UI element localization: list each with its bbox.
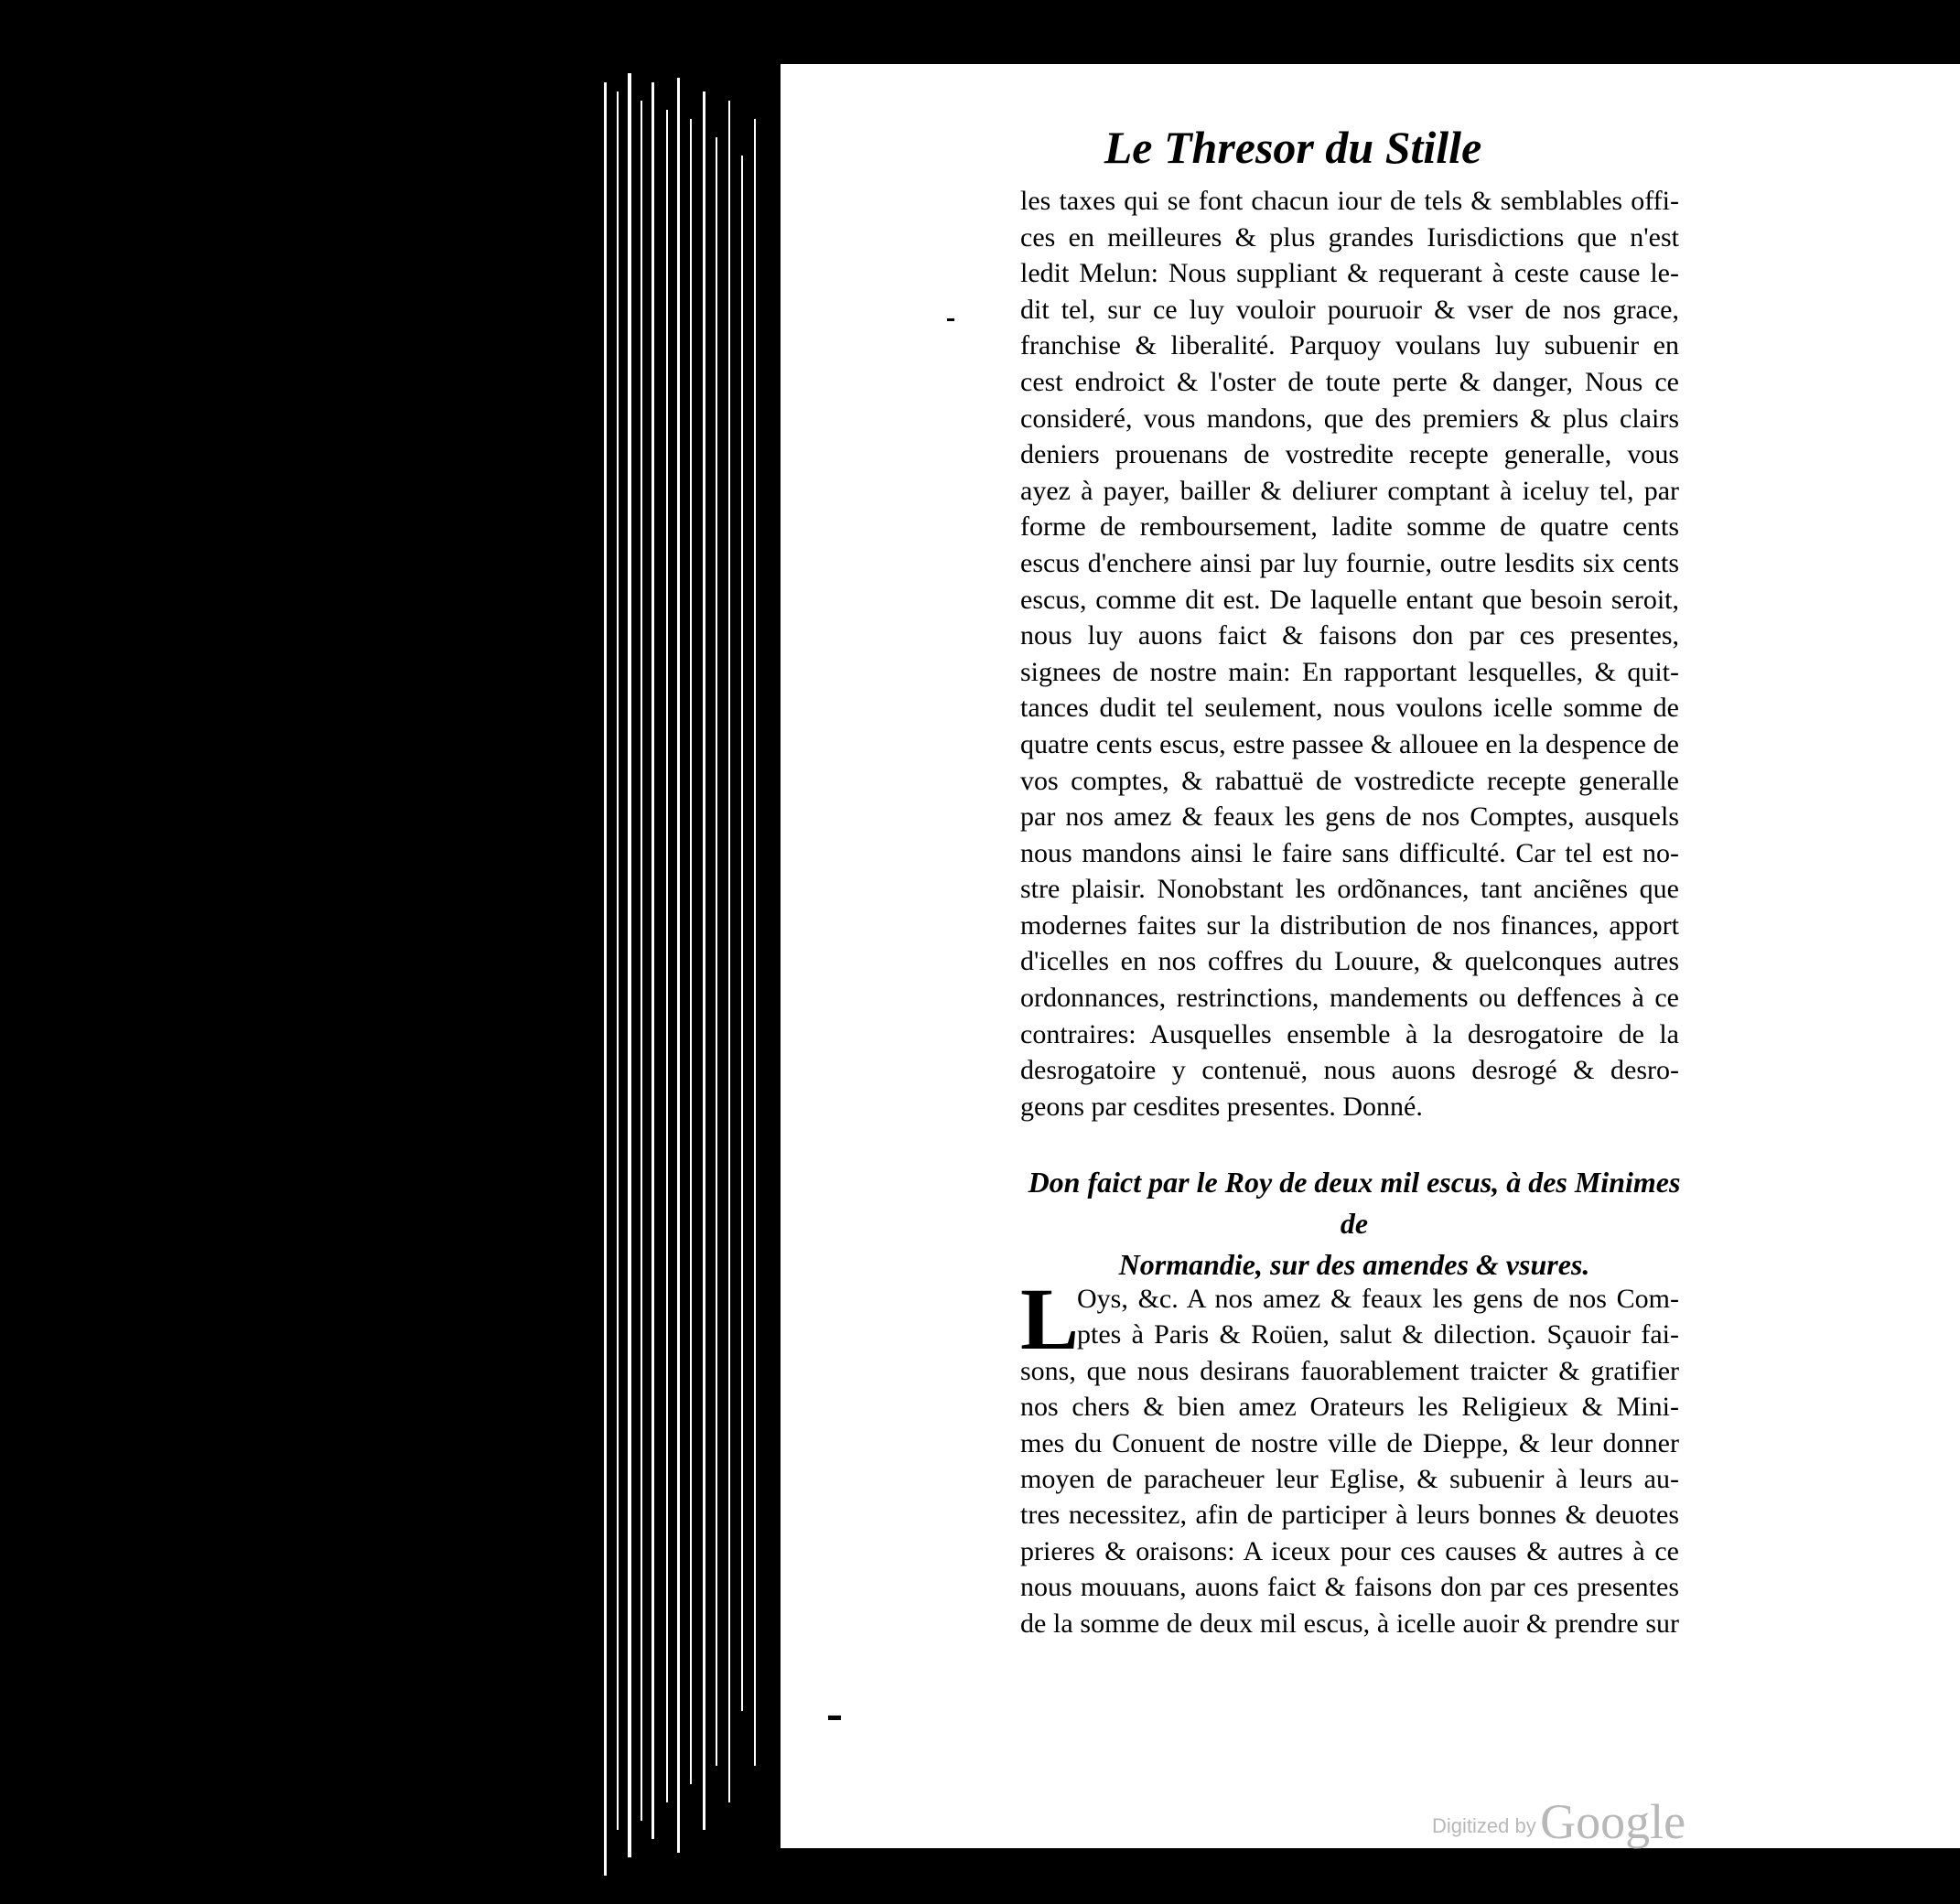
bottom-scan-edge	[993, 1865, 1960, 1904]
scan-speck	[828, 1716, 841, 1720]
text-line: tres necessitez, afin de participer à leurs bonnes & deuotes	[1020, 1500, 1679, 1531]
text-line: escus d'enchere ainsi par luy fournie, outre lesdits six cents	[1020, 547, 1679, 578]
text-line: contraires: Ausquelles ensemble à la desrogatoire de la	[1020, 1018, 1679, 1049]
text-line: quatre cents escus, estre passee & allouee en la despence de	[1020, 728, 1679, 759]
text-line: geons par cesdites presentes. Donné.	[1020, 1091, 1423, 1122]
text-line: nous luy auons faict & faisons don par ces presentes,	[1020, 620, 1679, 651]
text-line: ayez à payer, bailler & deliurer comptant à iceluy tel, par	[1020, 475, 1679, 506]
page-edge-stripes	[586, 64, 769, 1885]
letter-text	[1020, 1270, 1679, 1641]
section-title	[1020, 1162, 1688, 1285]
text-line: franchise & liberalité. Parquoy voulans luy subuenir en	[1020, 330, 1679, 361]
text-line: vos comptes, & rabattuë de vostredicte recepte generalle	[1020, 765, 1679, 796]
book-page	[781, 64, 1960, 1848]
text-line: nous mandons ainsi le faire sans difficulté. Car tel est no-	[1020, 837, 1679, 868]
section-title-line: Don faict par le Roy de deux mil escus, à des Minimes de	[1028, 1166, 1681, 1240]
running-title: Le Thresor du Stille	[1104, 122, 1482, 173]
text-line: ordonnances, restrinctions, mandements ou deffences à ce	[1020, 983, 1679, 1014]
digitized-watermark	[1432, 1793, 1685, 1850]
text-line: mes du Conuent de nostre ville de Dieppe, & leur donner	[1020, 1427, 1679, 1458]
google-logo: Google	[1540, 1794, 1686, 1849]
text-line: ptes à Paris & Roüen, salut & dilection. Sçauoir fai-	[1077, 1319, 1679, 1350]
body-text	[1020, 183, 1679, 1124]
text-line: nos chers & bien amez Orateurs les Religieux & Mini-	[1020, 1392, 1679, 1423]
text-line: par nos amez & feaux les gens de nos Comptes, ausquels	[1020, 801, 1679, 833]
text-line: signees de nostre main: En rapportant lesquelles, & quit-	[1020, 656, 1679, 687]
scan-speck	[947, 318, 954, 321]
text-line: nous mouuans, auons faict & faisons don par ces presentes	[1020, 1572, 1679, 1603]
watermark-prefix: Digitized by	[1432, 1814, 1536, 1837]
text-line: ces en meilleures & plus grandes Iurisdictions que n'est	[1020, 221, 1679, 253]
text-line: escus, comme dit est. De laquelle entant que besoin seroit,	[1020, 584, 1679, 615]
drop-cap: L	[1020, 1270, 1080, 1368]
text-line: forme de remboursement, ladite somme de quatre cents	[1020, 511, 1679, 543]
text-line: consideré, vous mandons, que des premiers & plus clairs	[1020, 403, 1679, 434]
text-line: modernes faites sur la distribution de nos finances, apport	[1020, 909, 1679, 941]
text-line: desrogatoire y contenuë, nous auons desrogé & desro-	[1020, 1055, 1679, 1086]
text-line: deniers prouenans de vostredite recepte generalle, vous	[1020, 439, 1679, 470]
text-line: prieres & oraisons: A iceux pour ces causes & autres à ce	[1020, 1535, 1679, 1566]
text-line: sons, que nous desirans fauorablement traicter & gratifier	[1020, 1355, 1679, 1386]
text-line: dit tel, sur ce luy vouloir pouruoir & vser de nos grace,	[1020, 294, 1679, 325]
text-line: de la somme de deux mil escus, à icelle auoir & prendre sur	[1020, 1608, 1679, 1639]
text-line: d'icelles en nos coffres du Louure, & quelconques autres	[1020, 946, 1679, 977]
text-line: ledit Melun: Nous suppliant & requerant à ceste cause le-	[1020, 258, 1679, 289]
text-line: moyen de paracheuer leur Eglise, & subuenir à leurs au-	[1020, 1464, 1679, 1495]
text-line: Oys, &c. A nos amez & feaux les gens de nos Com-	[1077, 1284, 1679, 1314]
text-line: stre plaisir. Nonobstant les ordõnances, tant anciẽnes que	[1020, 874, 1679, 905]
section-title-line: Normandie, sur des amendes & vsures.	[1118, 1248, 1590, 1281]
text-line: cest endroict & l'oster de toute perte & danger, Nous ce	[1020, 366, 1679, 397]
text-line: les taxes qui se font chacun iour de tels & semblables offi-	[1020, 186, 1679, 216]
text-line: tances dudit tel seulement, nous voulons icelle somme de	[1020, 693, 1679, 724]
